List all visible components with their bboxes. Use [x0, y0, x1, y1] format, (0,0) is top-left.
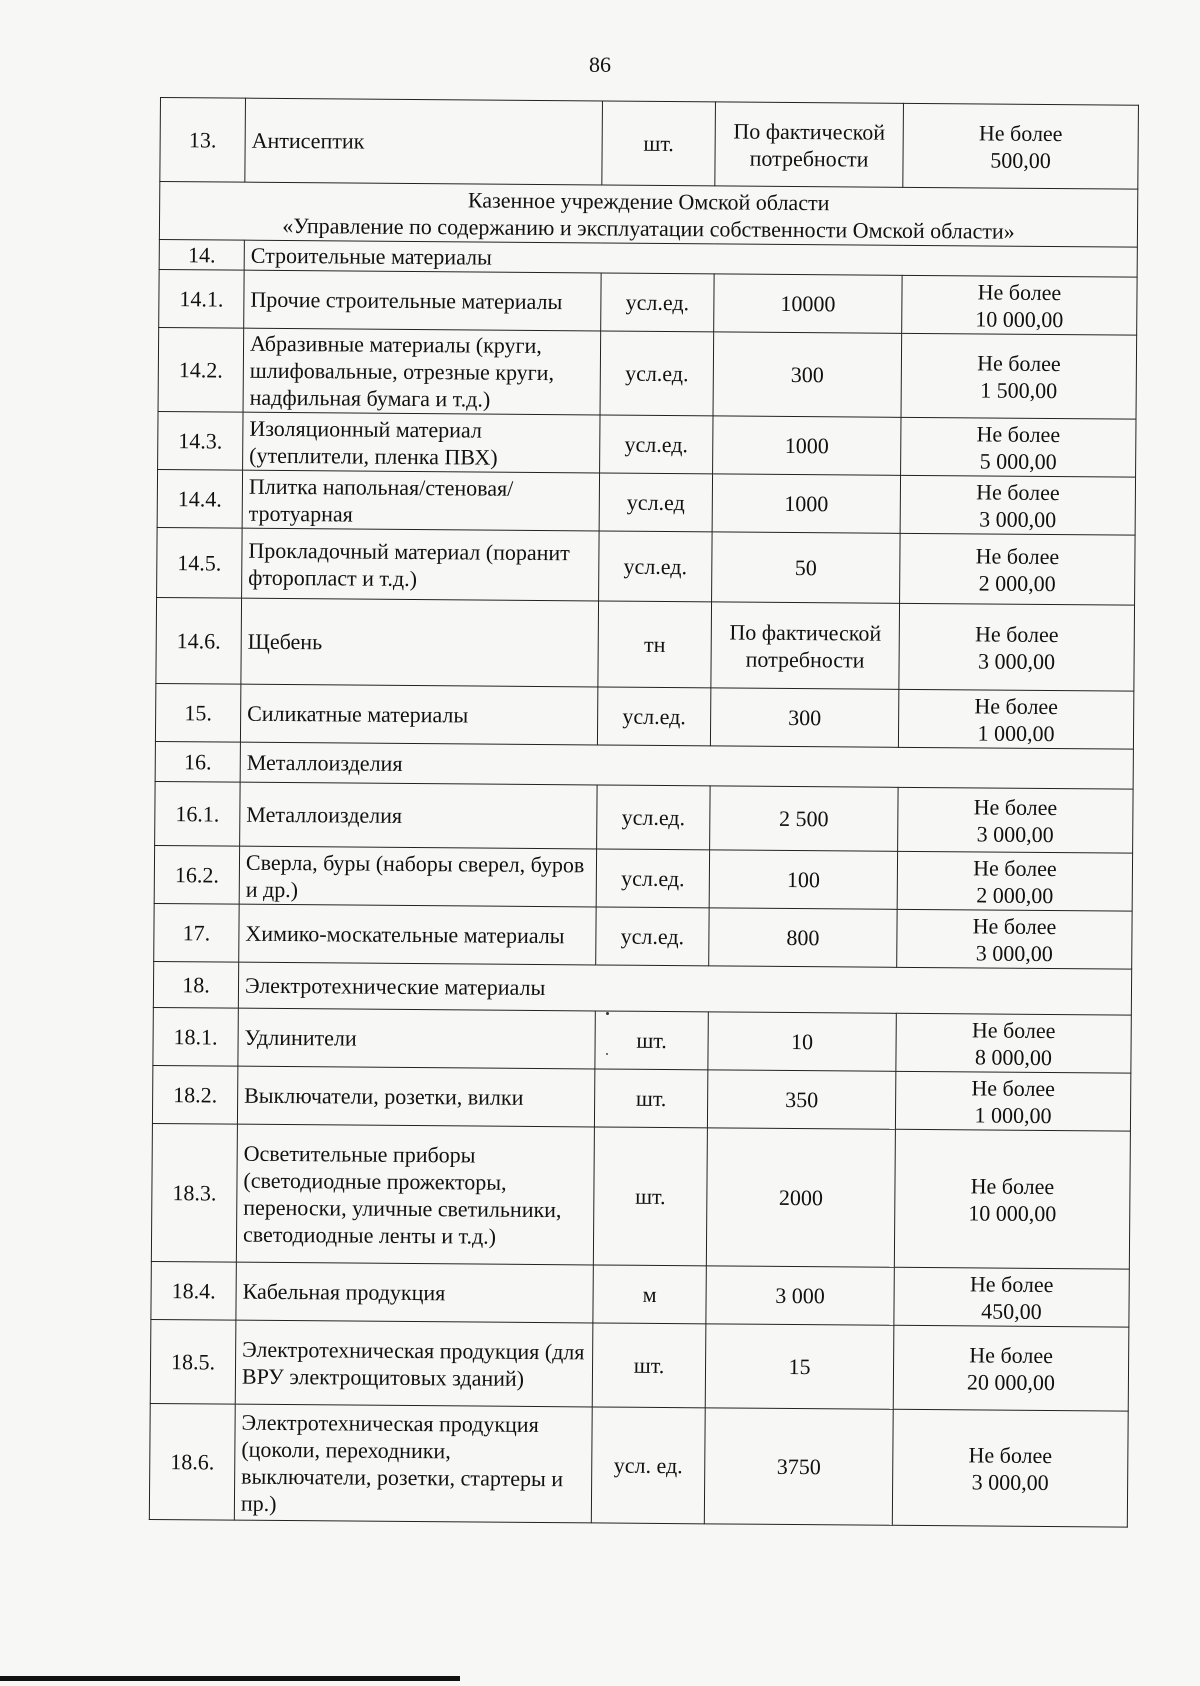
item-quantity: По фактической потребности	[711, 602, 900, 689]
item-price	[892, 1409, 1128, 1527]
item-price	[895, 1071, 1130, 1131]
price-prefix: Не более	[978, 119, 1063, 146]
price-prefix: Не более	[977, 278, 1062, 305]
item-price	[903, 103, 1139, 189]
item-price	[900, 533, 1136, 605]
row-number: 14.6.	[156, 597, 242, 684]
table-row	[150, 1319, 1129, 1411]
table-row	[154, 845, 1132, 911]
item-price	[900, 475, 1135, 535]
table-row	[155, 683, 1133, 749]
item-name: Электротехническая продукция (для ВРУ электрощитовых зданий)	[235, 1320, 593, 1407]
item-name: Выключатели, розетки, вилки	[237, 1066, 594, 1127]
table-row	[159, 269, 1137, 335]
table-row	[154, 903, 1132, 969]
price-prefix: Не более	[969, 1341, 1054, 1368]
item-unit: тн	[598, 601, 712, 688]
row-number: 13.	[160, 98, 246, 183]
item-name: Осветительные приборы (светодиодные прожекторы, переноски, уличные светильники, светодиодные ленты и т.д.)	[236, 1124, 594, 1265]
item-unit: шт.	[594, 1069, 707, 1128]
row-number: 18.6.	[149, 1403, 235, 1520]
scan-speck	[606, 1053, 608, 1055]
item-name: Прокладочный материал (поранит фторопласт и т.д.)	[242, 528, 600, 601]
item-name: Щебень	[241, 598, 599, 687]
item-quantity: 100	[709, 850, 897, 909]
section-title: Электротехнические материалы	[238, 962, 1131, 1015]
item-price	[893, 1325, 1129, 1411]
page-number: 86	[589, 52, 611, 77]
price-prefix: Не более	[969, 1270, 1054, 1297]
price-value: 3 000,00	[975, 939, 1053, 966]
table-row	[158, 327, 1137, 419]
organization-line-2: «Управление по содержанию и эксплуатации собственности Омской области»	[282, 212, 1015, 244]
item-unit: усл.ед.	[596, 907, 709, 966]
organization-heading	[159, 182, 1137, 248]
item-quantity: 1000	[712, 474, 900, 533]
price-prefix: Не более	[976, 420, 1061, 447]
price-prefix: Не более	[977, 349, 1061, 376]
item-price	[898, 787, 1133, 853]
row-number: 17.	[154, 903, 239, 962]
item-price	[902, 275, 1137, 335]
item-unit: м	[593, 1265, 706, 1324]
row-number: 14.1.	[159, 269, 244, 328]
price-prefix: Не более	[971, 1074, 1056, 1101]
item-unit: усл.ед	[599, 473, 712, 532]
price-value: 2 000,00	[976, 881, 1054, 908]
item-unit: усл.ед.	[599, 531, 713, 602]
section-row	[153, 961, 1131, 1015]
table-row	[160, 98, 1139, 190]
item-quantity: 50	[712, 532, 901, 603]
price-value: 1 000,00	[974, 1101, 1052, 1128]
price-prefix: Не более	[974, 692, 1059, 719]
item-unit: усл.ед.	[600, 415, 713, 474]
item-quantity: 300	[710, 688, 898, 747]
price-prefix: Не более	[973, 793, 1058, 820]
price-prefix: Не более	[970, 1172, 1055, 1199]
item-unit: шт.	[593, 1127, 707, 1266]
item-quantity: 10000	[714, 274, 902, 333]
price-prefix: Не более	[973, 854, 1057, 881]
row-number: 18.1.	[153, 1007, 238, 1066]
table-row	[157, 527, 1136, 605]
table-row	[152, 1065, 1130, 1131]
item-price	[896, 1013, 1131, 1073]
row-number: 15.	[155, 683, 240, 742]
organization-row	[159, 182, 1137, 248]
item-name: Антисептик	[245, 98, 603, 185]
item-price	[894, 1129, 1130, 1269]
price-value: 3 000,00	[978, 647, 1056, 674]
table-row	[157, 469, 1135, 535]
price-value: 450,00	[981, 1297, 1042, 1324]
row-number: 14.2.	[158, 327, 244, 412]
price-value: 8 000,00	[974, 1043, 1053, 1070]
item-price	[898, 689, 1133, 749]
item-name: Металлоизделия	[240, 782, 597, 849]
row-number: 18.4.	[151, 1261, 236, 1320]
row-number: 18.	[153, 961, 238, 1008]
item-unit: усл.ед.	[596, 849, 709, 908]
price-prefix: Не более	[974, 620, 1059, 647]
item-unit: усл. ед.	[591, 1407, 705, 1524]
row-number: 14.4.	[157, 469, 242, 528]
price-prefix: Не более	[976, 478, 1060, 505]
item-price	[897, 909, 1132, 969]
item-unit: усл.ед.	[597, 687, 710, 746]
item-unit: усл.ед.	[597, 785, 710, 850]
scan-speck	[606, 1012, 609, 1015]
price-value: 2 000,00	[978, 569, 1056, 596]
item-unit: усл.ед.	[601, 273, 714, 332]
row-number: 16.	[155, 741, 240, 782]
price-prefix: Не более	[968, 1441, 1053, 1468]
item-name: Удлинители	[238, 1008, 595, 1069]
table-row	[149, 1403, 1128, 1527]
price-value: 1 500,00	[980, 376, 1058, 403]
item-quantity: 300	[713, 332, 902, 417]
item-quantity: По фактической потребности	[715, 102, 904, 187]
row-number: 18.2.	[152, 1065, 237, 1124]
row-number: 16.1.	[155, 781, 241, 846]
item-quantity: 3750	[704, 1408, 893, 1525]
item-name: Кабельная продукция	[236, 1262, 593, 1323]
item-unit: усл.ед.	[600, 331, 714, 416]
price-value: 3 000,00	[979, 505, 1057, 532]
price-value: 3 000,00	[971, 1468, 1049, 1495]
item-name: Химико-москательные материалы	[239, 904, 596, 965]
table-row	[158, 411, 1136, 477]
item-price	[901, 417, 1136, 477]
item-quantity: 3 000	[706, 1266, 894, 1325]
row-number: 14.5.	[157, 527, 243, 598]
price-value: 10 000,00	[975, 305, 1064, 332]
item-unit: шт.	[602, 101, 716, 186]
organization-line-1: Казенное учреждение Омской области	[467, 186, 830, 215]
item-price	[894, 1267, 1129, 1327]
price-value: 10 000,00	[968, 1199, 1057, 1226]
item-quantity: 2000	[706, 1128, 895, 1267]
item-quantity: 350	[707, 1070, 895, 1129]
row-number: 18.3.	[151, 1123, 237, 1262]
item-quantity: 1000	[713, 416, 901, 475]
item-unit: шт.	[592, 1323, 706, 1408]
price-value: 1 000,00	[977, 719, 1055, 746]
row-number: 16.2.	[154, 845, 239, 904]
item-price	[899, 603, 1135, 691]
item-price	[901, 333, 1137, 419]
item-name: Изоляционный материал (утеплители, пленка ПВХ)	[243, 412, 600, 473]
price-value: 3 000,00	[976, 820, 1054, 847]
price-prefix: Не более	[975, 542, 1060, 569]
requirements-table	[149, 97, 1139, 1528]
price-value: 20 000,00	[966, 1368, 1056, 1395]
item-name: Плитка напольная/стеновая/тротуарная	[242, 470, 599, 531]
item-unit: шт.	[595, 1011, 708, 1070]
table-row	[156, 597, 1135, 691]
table-row	[155, 781, 1133, 853]
item-name: Силикатные материалы	[240, 684, 597, 745]
row-number: 14.	[159, 239, 244, 270]
row-number: 14.3.	[158, 411, 243, 470]
table-row	[151, 1123, 1130, 1269]
item-quantity: 10	[708, 1012, 896, 1071]
item-quantity: 2 500	[710, 786, 898, 851]
price-value: 5 000,00	[979, 447, 1057, 474]
table-row	[153, 1007, 1131, 1073]
item-price	[897, 851, 1132, 911]
item-quantity: 800	[709, 908, 897, 967]
item-quantity: 15	[705, 1324, 894, 1409]
item-name: Прочие строительные материалы	[244, 270, 601, 331]
table-row	[151, 1261, 1129, 1327]
item-name: Сверла, буры (наборы сверел, буров и др.)	[239, 846, 596, 907]
section-title: Металлоизделия	[240, 742, 1133, 789]
scan-edge-bar	[0, 1676, 460, 1681]
item-name: Электротехническая продукция (цоколи, переходники, выключатели, розетки, стартеры и пр.)	[234, 1404, 592, 1523]
section-title: Строительные материалы	[244, 240, 1137, 277]
price-value: 500,00	[990, 147, 1051, 173]
item-name: Абразивные материалы (круги, шлифовальные, отрезные круги, надфильная бумага и т.д.)	[243, 328, 601, 415]
price-prefix: Не более	[972, 912, 1057, 939]
price-prefix: Не более	[971, 1016, 1056, 1043]
row-number: 18.5.	[150, 1319, 236, 1404]
